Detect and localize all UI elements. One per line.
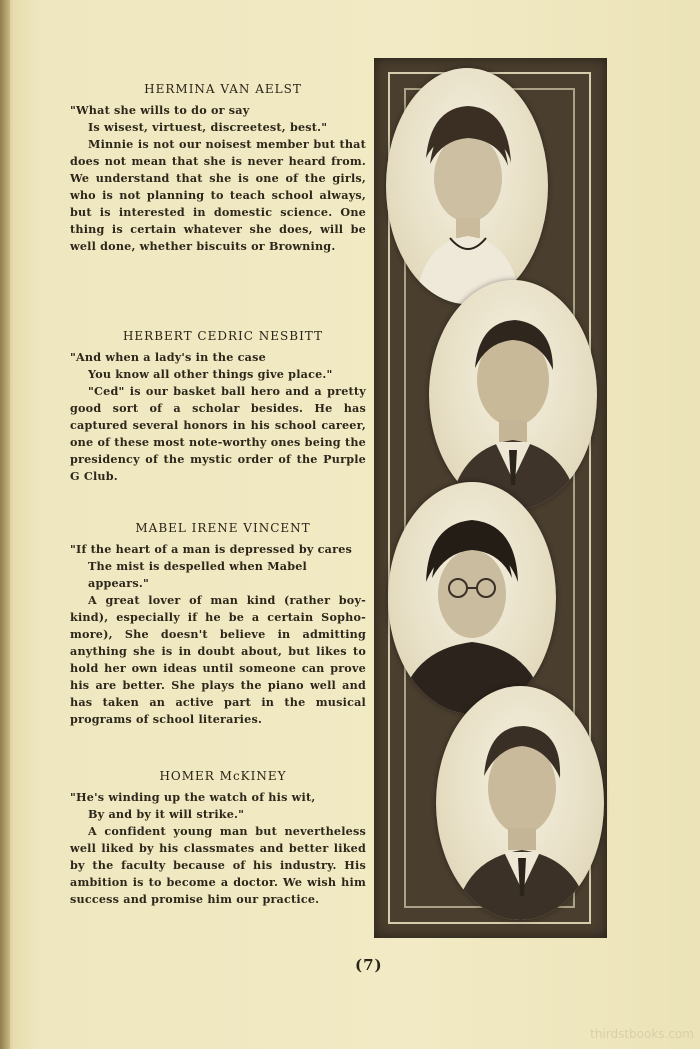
entry-name: HERMINA VAN AELST: [144, 82, 302, 96]
quote-line: The mist is despelled when Mabel appears.": [88, 559, 308, 590]
portrait-photo-homer: [436, 686, 604, 920]
portrait-photo-mabel: [388, 482, 556, 714]
entry-bio: A great lover of man kind (rather boy-kind), especially if he be a certain Sopho-more), She doesn't believe in admitting anything she is in doubt about, but likes to hold her own ideas until someone can prove his are better. She plays the piano well and has taken an active part in the musical programs of school literaries.: [70, 593, 366, 726]
entry-quote: [70, 349, 366, 383]
entry-bio: "Ced" is our basket ball hero and a pretty good sort of a scholar besides. He has captured several honors in his school career, one of these most note-worthy ones being the presidency of the mystic order of the Purple G Club.: [70, 384, 366, 483]
female-portrait-icon: [388, 482, 556, 714]
quote-line: By and by it will strike.": [88, 807, 245, 821]
quote-line: "And when a lady's in the case: [70, 350, 266, 364]
female-portrait-icon: [386, 68, 548, 304]
entry-hermina-van-aelst: [70, 82, 366, 255]
portrait-photo-hermina: [386, 68, 548, 304]
entry-quote: [70, 102, 366, 136]
book-spine-shadow: [0, 0, 10, 1049]
entry-bio: Minnie is not our noisest member but that does not mean that she is never heard from. We understand that she is one of the girls, who is not planning to teach school always, but is interested in domestic science. One thing is certain whatever she does, will be well done, whether biscuits or Browning.: [70, 137, 366, 253]
entry-name: HOMER McKINEY: [159, 769, 287, 783]
entry-name: MABEL IRENE VINCENT: [135, 521, 311, 535]
male-portrait-icon: [429, 280, 597, 510]
watermark: thirdstbooks.com: [590, 1027, 694, 1041]
entry-bio: A confident young man but nevertheless well liked by his classmates and better liked by the faculty because of his industry. His ambition is to become a doctor. We wish him success and promise him our practice.: [70, 824, 366, 906]
entry-homer-mckiney: [70, 769, 366, 908]
entry-quote: [70, 541, 366, 592]
quote-line: "He's winding up the watch of his wit,: [70, 790, 316, 804]
page-number: (7): [355, 956, 383, 974]
male-portrait-icon: [436, 686, 604, 920]
portrait-panel: [374, 58, 607, 938]
entry-herbert-cedric-nesbitt: [70, 329, 366, 485]
entry-mabel-irene-vincent: [70, 521, 366, 728]
quote-line: Is wisest, virtuest, discreetest, best.": [88, 120, 328, 134]
portrait-photo-herbert: [429, 280, 597, 510]
quote-line: You know all other things give place.": [88, 367, 333, 381]
quote-line: "If the heart of a man is depressed by cares: [70, 542, 353, 556]
quote-line: "What she wills to do or say: [70, 103, 250, 117]
entry-quote: [70, 789, 366, 823]
entry-name: HERBERT CEDRIC NESBITT: [122, 329, 324, 343]
